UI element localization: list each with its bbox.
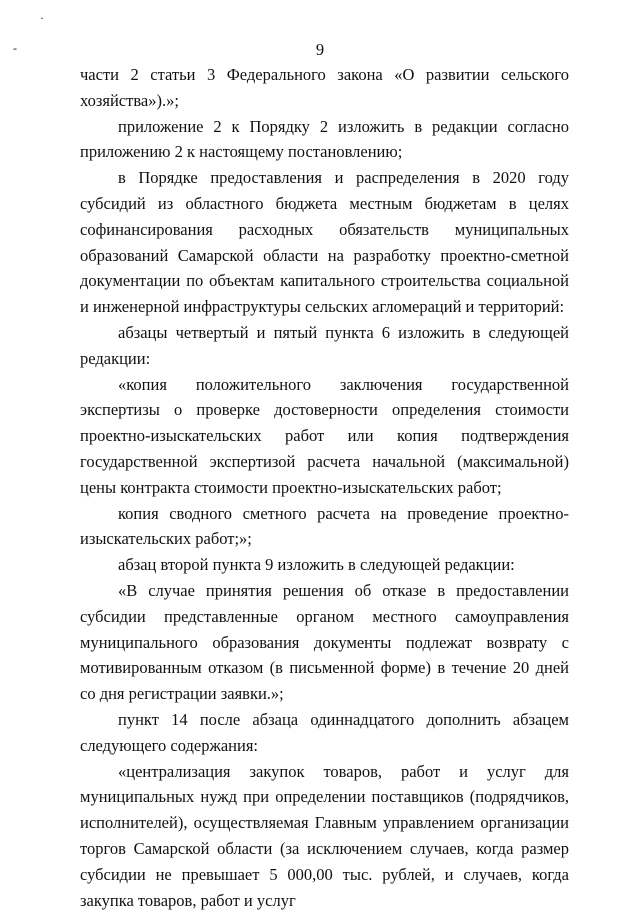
paragraph: копия сводного сметного расчета на проведение проектно-изыскательских работ;»; <box>80 503 569 549</box>
paragraph: абзац второй пункта 9 изложить в следующей редакции: <box>118 555 515 575</box>
paragraph: в Порядке предоставления и распределения в 2020 году субсидий из областного бюджета местным бюджетам в целях софинансирования расходных обязательств муниципальных образований Самарской области на разработку проектно-сметной документации по объектам капитального строительства социальной и инженерной инфраструктуры сельских агломераций и территорий: <box>80 168 569 317</box>
paragraph: «копия положительного заключения государственной экспертизы о проверке достоверности определения стоимости проектно-изыскательских работ или копия подтверждения государственной экспертизой расчета начальной (максимальной) цены контракта стоимости проектно-изыскательских работ; <box>80 374 569 497</box>
paragraph: «В случае принятия решения об отказе в предоставлении субсидии представленные органом местного самоуправления муниципального образования документы подлежат возврату с мотивированным отказом (в письменной форме) в течение 20 дней со дня регистрации заявки.»; <box>80 580 569 704</box>
paragraph: пункт 14 после абзаца одиннадцатого дополнить абзацем следующего содержания: <box>80 709 569 755</box>
margin-mark: · <box>40 11 44 25</box>
paragraph: приложение 2 к Порядку 2 изложить в редакции согласно приложению 2 к настоящему постановлению; <box>80 116 569 162</box>
page-number: 9 <box>315 40 325 59</box>
paragraph: «централизация закупок товаров, работ и услуг для муниципальных нужд при определении поставщиков (подрядчиков, исполнителей), осуществляемая Главным управлением организации торгов Самарской области (за исключением случаев, когда размер субсидии не превышает 5 000,00 тыс. рублей, и случаев, когда закупка товаров, работ и услуг <box>80 761 569 910</box>
paragraph-continuation: части 2 статьи 3 Федерального закона «О развитии сельского хозяйства»).»; <box>80 65 569 110</box>
margin-mark: - <box>13 41 17 55</box>
document-body <box>80 62 569 913</box>
paragraph: абзацы четвертый и пятый пункта 6 изложить в следующей редакции: <box>80 322 569 368</box>
